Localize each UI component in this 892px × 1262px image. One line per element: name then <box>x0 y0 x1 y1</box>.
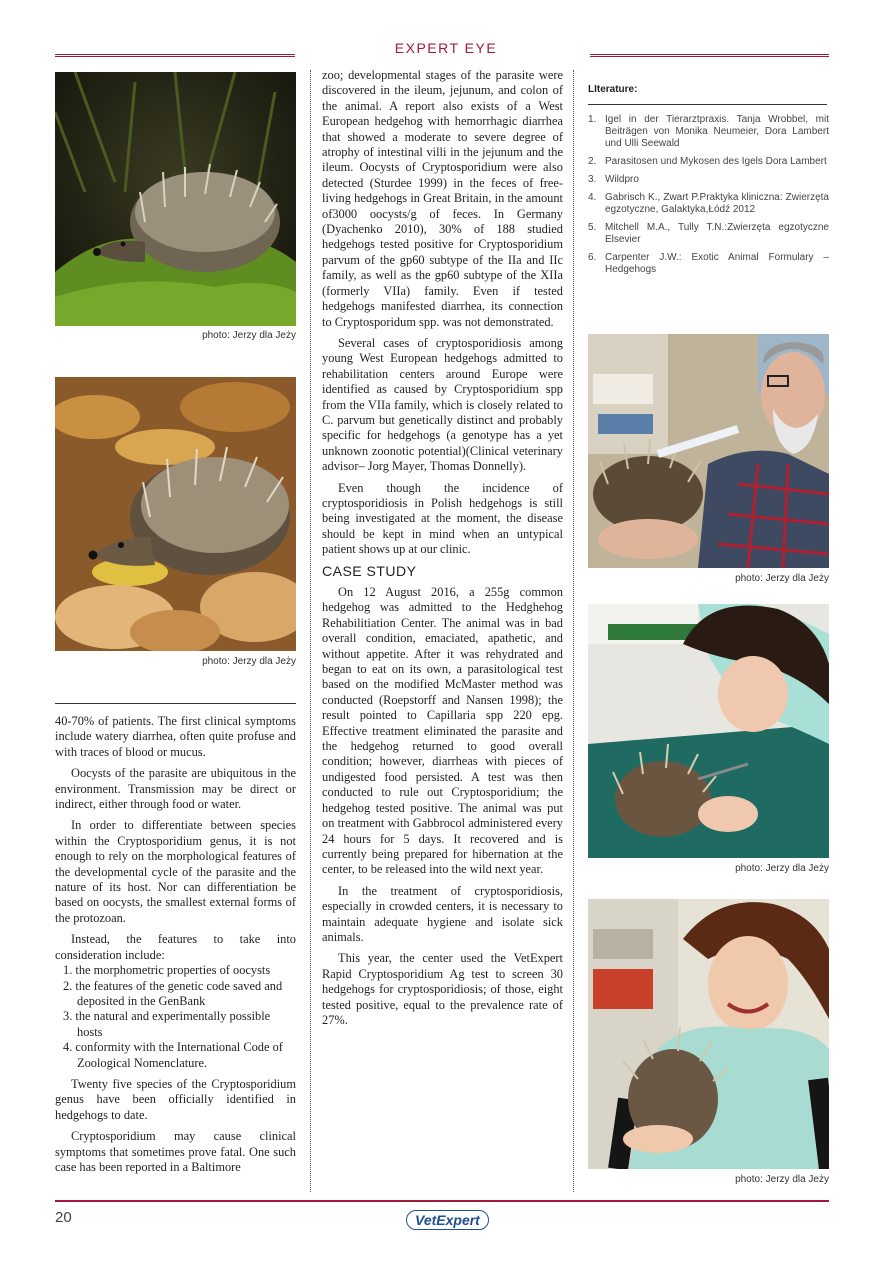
list-item: 1. the morphometric properties of oocysts <box>63 963 271 978</box>
paragraph: Cryptosporidium may cause clinical symptoms that sometimes prove fatal. One such case has been reported in a Baltimore <box>55 1129 296 1174</box>
paragraph: In the treatment of cryptosporidiosis, especially in crowded centers, it is necessary to maintain adequate hygiene and isolate sick animals. <box>322 883 563 944</box>
photo-caption: photo: Jerzy dla Jeży <box>735 1174 829 1185</box>
reference-item: 2. Parasitosen und Mykosen des Igels Dora Lambert <box>588 156 827 167</box>
paragraph: Even though the incidence of cryptosporidiosis in Polish hedgehogs is still being investigated at the moment, the disease should be kept in mind when an untypical patient shows up at our clinic. <box>322 480 563 557</box>
literature-rule <box>588 104 827 105</box>
paragraph: In order to differentiate between species within the Cryptosporidium genus, it is not enough to rely on the morphological features of the developmental cycle of the parasite and the nature of its host. Nor can differentiation be based on oocysts, the smallest external forms of the protozoan. <box>55 818 296 925</box>
photo-hedgehog-moss <box>55 72 296 326</box>
photo-caption: photo: Jerzy dla Jeży <box>202 330 296 341</box>
features-list <box>55 963 296 1071</box>
reference-item: 1. Igel in der Tierarztpraxis. Tanja Wrobbel, mit Beiträgen von Monika Neumeier, Dora Lambert und Ulli Seewald <box>588 114 829 149</box>
paragraph: Several cases of cryptosporidiosis among young West European hedgehogs admitted to rehabilitation centers around Europe were identified as caused by Cryptosporidium spp from the VIIa family, which is closely related to C. parvum but genetically distinct and probably specific for hedgehogs (a genotype has a yet unknown zoonotic potential)(Clinical veterinary advisor– Jorg Mayer, Thomas Donnelly). <box>322 335 563 474</box>
paragraph: Twenty five species of the Cryptosporidium genus have been officially identified in hedgehogs to date. <box>55 1076 296 1122</box>
photo-hedgehog-leaves <box>55 377 296 651</box>
paragraph: zoo; developmental stages of the parasite were discovered in the ileum, jejunum, and colon of the animal. A report also exists of a West European hedgehog with hemorrhagic diarrhea that showed a moderate to severe degree of atrophy of intestinal villi in the jejunum and the ileum. Oocysts of Cryptosporidium were also detected (Sturdee 1999) in the feces of free-living hedgehogs in Great Britain, in the amount of3000 oocysts/g of feces. In Germany (Dyachenko 2010), 30% of 188 studied hedgehogs tested positive for Cryptosporidium parvum of the gp60 subtype of the IIa and IIc family, as well as the gp60 subtype of the XIIa (formerly VIIa) family. Even if tested hedgehogs manifested diarrhea, its connection to Cryptosporidum spp. was not demonstrated. <box>322 68 563 329</box>
photo-caption: photo: Jerzy dla Jeży <box>735 863 829 874</box>
section-title: EXPERT EYE <box>394 40 498 56</box>
paragraph: On 12 August 2016, a 255g common hedgehog was admitted to the Hedghehog Rehabilitiation Center. The animal was in bad overall condition, emaciated, apathetic, and without appetite. After it was rehydrated and began to eat on its own, a parasitological test based on the modified McMaster method was conducted (Roepstorff and Nansen 1998); the result pointed to Capillaria spp 220 epg. Effective treatment eliminated the parasite and the hedgehog returned to good overall condition; however, diarrheas with pieces of undigested food persisted. A test was then conducted to rule out Cryptosporidium; the hedgehog tested positive. The animal was put on treatment with Gabbrocol administered every 24 hours for 5 days. It recovered and is currently being prepared for hibernation at the center, to be released into the wild next year. <box>322 585 563 877</box>
page-number: 20 <box>55 1209 72 1226</box>
column-divider <box>573 70 574 1192</box>
paragraph: Instead, the features to take into consideration include: <box>55 932 296 962</box>
header-rule-right <box>590 54 829 57</box>
photo-caption: photo: Jerzy dla Jeży <box>202 656 296 667</box>
photo-examining-hedgehog <box>588 604 829 858</box>
text-column-2 <box>322 68 563 1034</box>
case-study-heading: CASE STUDY <box>322 562 417 579</box>
list-item: 4. conformity with the International Code of Zoological Nomenclature. <box>63 1040 283 1070</box>
paragraph: This year, the center used the VetExpert Rapid Cryptosporidium Ag test to screen 30 hedgehogs for cryptosporidiosis; of those, eight tested positive, equal to the prevalence rate of 27%. <box>322 951 563 1027</box>
reference-item: 3. Wildpro <box>588 174 639 185</box>
footer-rule <box>55 1200 829 1202</box>
list-item: 2. the features of the genetic code saved and deposited in the GenBank <box>63 978 283 1008</box>
column-rule <box>55 703 296 704</box>
literature-title: LIterature: <box>588 84 638 95</box>
literature-list <box>588 114 829 282</box>
vetexpert-logo: VetExpert <box>406 1210 489 1230</box>
photo-feeding-hedgehog <box>588 334 829 568</box>
reference-item: 5. Mitchell M.A., Tully T.N.:Zwierzęta egzotyczne Elsevier <box>588 222 829 245</box>
paragraph: 40-70% of patients. The first clinical symptoms include watery diarrhea, often quite profuse and with traces of blood or mucus. <box>55 714 296 759</box>
paragraph: Oocysts of the parasite are ubiquitous in the environment. Transmission may be direct or indirect, either through food or water. <box>55 766 296 812</box>
reference-item: 4. Gabrisch K., Zwart P.Praktyka kliniczna: Zwierzęta egzotyczne, Galaktyka,Łódź 2012 <box>588 192 829 215</box>
photo-caption: photo: Jerzy dla Jeży <box>735 573 829 584</box>
reference-item: 6. Carpenter J.W.: Exotic Animal Formulary – Hedgehogs <box>588 252 829 275</box>
column-divider <box>310 70 311 1192</box>
list-item: 3. the natural and experimentally possible hosts <box>63 1009 271 1039</box>
photo-holding-hedgehog <box>588 899 829 1169</box>
text-column-1 <box>55 714 296 1181</box>
